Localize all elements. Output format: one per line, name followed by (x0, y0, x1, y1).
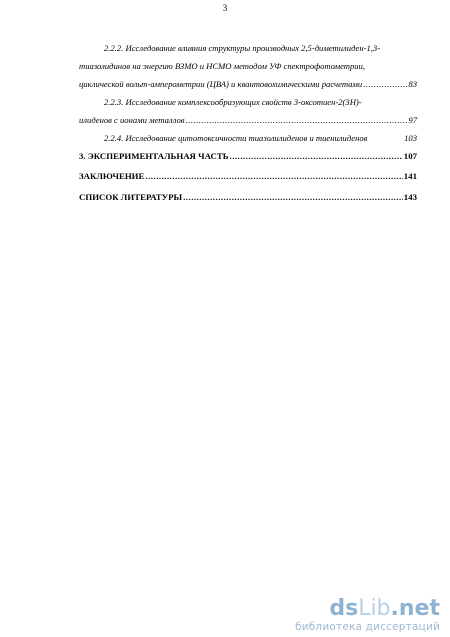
toc-entry-2-2-2-page: 83 (408, 79, 417, 89)
toc-entry-2-2-3-page: 97 (408, 115, 417, 125)
dslib-logo (329, 598, 440, 620)
page-number: 3 (222, 3, 228, 13)
toc-entry-references-page: 143 (403, 192, 417, 202)
toc-entry-chapter-3-text: 3. ЭКСПЕРИМЕНТАЛЬНАЯ ЧАСТЬ (79, 151, 229, 161)
toc-entry-conclusion[interactable] (79, 171, 417, 182)
watermark-tagline: библиотека диссертаций (295, 621, 440, 633)
leader-dots (145, 171, 402, 182)
toc-entry-2-2-2-line-1: 2.2.2. Исследование влияния структуры производных 2,5-диметилиден-1,3- (104, 43, 381, 53)
toc-entry-2-2-3-text: илиденов с ионами металлов (79, 115, 185, 125)
toc-entry-conclusion-page: 141 (403, 171, 417, 181)
toc-entry-references[interactable] (79, 192, 417, 203)
toc-entry-conclusion-text: ЗАКЛЮЧЕНИЕ (79, 171, 145, 181)
toc-entry-2-2-4[interactable] (104, 133, 417, 144)
leader-dots (363, 79, 407, 90)
toc-entry-2-2-2-text: циклической вольт-амперометрии (ЦВА) и квантовохимическими расчетами (79, 79, 363, 89)
toc-entry-references-text: СПИСОК ЛИТЕРАТУРЫ (79, 192, 183, 202)
leader-dots (186, 115, 408, 126)
toc-entry-2-2-2-line-3[interactable] (79, 79, 417, 90)
logo-part-ds: ds (329, 596, 359, 621)
leader-dots (183, 192, 403, 203)
toc-entry-2-2-4-text: 2.2.4. Исследование цитотоксичности тиазолилиденов и тиенилиденов (104, 133, 368, 143)
toc-entry-2-2-3-line-1: 2.2.3. Исследование комплексообразующих свойств 3-оксотиен-2(3Н)- (104, 97, 362, 107)
toc-entry-2-2-3-line-2[interactable] (79, 115, 417, 126)
toc-entry-chapter-3-page: 107 (403, 151, 417, 161)
leader-dots (230, 151, 403, 162)
logo-part-lib: Lib (358, 596, 391, 621)
toc-entry-2-2-4-page: 103 (404, 133, 417, 143)
logo-part-net: .net (390, 596, 440, 621)
toc-entry-chapter-3[interactable] (79, 151, 417, 162)
watermark (295, 598, 440, 633)
toc-entry-2-2-2-line-2: тиазолидинов на энергию ВЗМО и НСМО методом УФ спектрофотометрии, (79, 61, 366, 71)
